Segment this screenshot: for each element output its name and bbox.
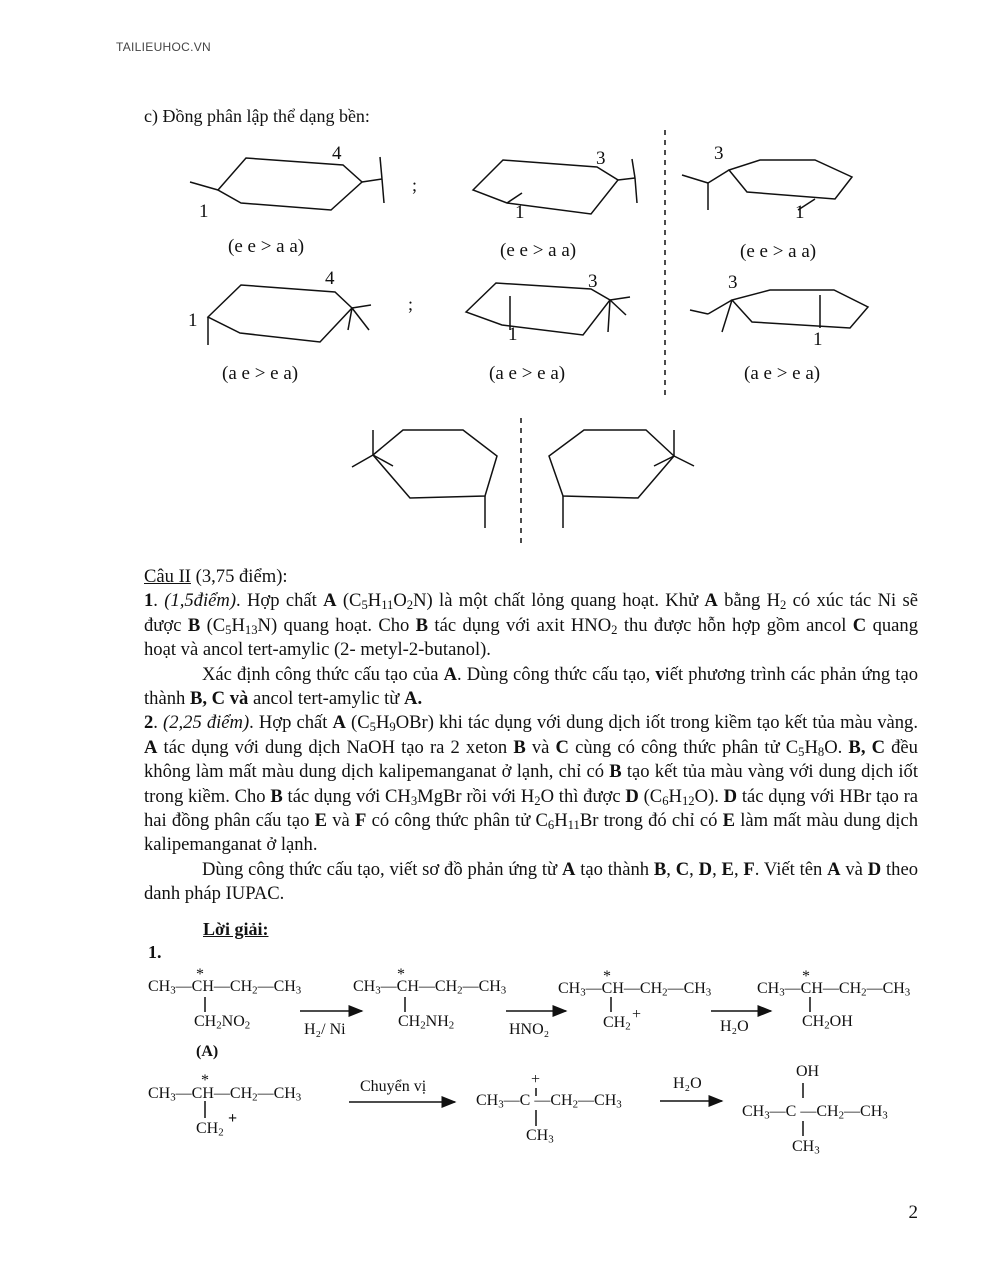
- num-3-r1c3: 3: [714, 143, 724, 164]
- formula-tert-cation-sub: $CH_3$: [526, 1127, 554, 1146]
- formula-A-sub: $CH_2NO_2$: [194, 1013, 251, 1032]
- page-number: 2: [908, 1202, 918, 1223]
- star-cation-2: *: [201, 1072, 209, 1089]
- num-1-r2c3: 1: [813, 329, 823, 350]
- plus-tert-cation: +: [531, 1071, 541, 1088]
- star-B: *: [397, 966, 405, 983]
- label-r2c1: (a e > e a): [222, 363, 299, 384]
- formula-B-sub: $CH_2NH_2$: [398, 1013, 455, 1032]
- label-A: (A): [196, 1043, 219, 1060]
- label-r2c2: (a e > e a): [489, 363, 566, 384]
- plus-cation-2: +: [228, 1110, 238, 1127]
- num-1-r1c3: 1: [795, 202, 805, 223]
- num-1-r2c2: 1: [508, 324, 518, 345]
- label-r1c1: (e e > a a): [228, 236, 305, 257]
- star-A: *: [196, 966, 204, 983]
- question-part1: 1. (1,5điểm). Hợp chất A $(C_5H_{11}O_2N)$ là một chất lỏng quang hoạt. Khử A bằng $H_2$ có xúc tác Ni sẽ được B $(C_5H_{13}N)$ quang hoạt. Cho B tác dụng với axit $HNO_2$ thu được hỗn hợp gồm ancol C quang hoạt và ancol tert-amylic (2- metyl-2-butanol).: [144, 590, 919, 661]
- label-r2c3: (a e > e a): [744, 363, 821, 384]
- formula-cation-2: $CH_3—CH—CH_2—CH_3$: [148, 1085, 302, 1104]
- star-C: *: [802, 968, 810, 985]
- formula-oh: OH: [796, 1063, 820, 1080]
- reagent-rearrangement: Chuyển vị: [360, 1078, 427, 1095]
- formula-A: $CH_3—CH—CH_2—CH_3$: [148, 978, 302, 997]
- solution-part-1: 1.: [148, 942, 162, 962]
- formula-cation-sub: $CH_2$: [603, 1014, 631, 1033]
- separator-semicolon-r1: ;: [412, 175, 418, 195]
- solution-heading: Lời giải:: [203, 919, 269, 939]
- plus-cation: +: [632, 1006, 642, 1023]
- formula-cation-2-sub: $CH_2$: [196, 1120, 224, 1139]
- formula-tert-amyl-sub: $CH_3$: [792, 1138, 820, 1157]
- reagent-h2o-2: H₂O: [673, 1075, 702, 1092]
- formula-B: $CH_3—CH—CH_2—CH_3$: [353, 978, 507, 997]
- num-4-r2c1: 4: [325, 268, 335, 289]
- num-1-r1c2: 1: [515, 202, 525, 223]
- formula-tert-cation: $CH_3—C$ $—CH_2—CH_3$: [476, 1092, 622, 1111]
- num-1-r1c1: 1: [199, 201, 209, 222]
- label-r1c2: (e e > a a): [500, 240, 577, 261]
- question-part2: 2. (2,25 điểm). Hợp chất A $(C_5H_9OBr)$ khi tác dụng với dung dịch iốt trong kiềm tạo kết tủa màu vàng. A tác dụng với dung dịch NaOH tạo ra 2 xeton B và C cùng có công thức phân tử $C_5H_8O$. B, C đều không làm mất màu dung dịch kalipemanganat ở lạnh, chỉ có B tạo kết tủa màu vàng với dung dịch iốt trong kiềm. Cho B tác dụng với $CH_3MgBr$ rồi với $H_2O$ thì được D $(C_6H_{12}O)$. D tác dụng với HBr tạo ra hai đồng phân cấu tạo E và F có công thức phân tử $C_6H_{11}Br$ trong đó chỉ có E làm mất màu dung dịch kalipemanganat ở lạnh.: [144, 712, 919, 856]
- formula-C-sub: $CH_2OH$: [802, 1013, 853, 1032]
- num-4-r1c1: 4: [332, 143, 342, 164]
- question-part2-task: Dùng công thức cấu tạo, viết sơ đồ phản ứng từ A tạo thành B, C, D, E, F. Viết tên A và D theo danh pháp IUPAC.: [144, 858, 919, 905]
- section-c-title: c) Đồng phân lập thể dạng bền:: [144, 106, 370, 126]
- formula-carbocation: $CH_3—CH—CH_2—CH_3$: [558, 980, 712, 999]
- site-watermark: TAILIEUHOC.VN: [116, 40, 212, 54]
- star-cation: *: [603, 968, 611, 985]
- question-part1-task: Xác định công thức cấu tạo của A. Dùng công thức cấu tạo, viết phương trình các phản ứng tạo thành B, C và ancol tert-amylic từ A.: [144, 663, 918, 710]
- num-3-r1c2: 3: [596, 148, 606, 169]
- question-heading: Câu II (3,75 điểm):: [144, 566, 288, 587]
- label-r1c3: (e e > a a): [740, 241, 817, 262]
- formula-tert-amyl-alcohol: $CH_3—C$ $—CH_2—CH_3$: [742, 1103, 888, 1122]
- separator-semicolon-r2: ;: [408, 294, 414, 314]
- num-3-r2c2: 3: [588, 271, 598, 292]
- num-3-r2c3: 3: [728, 272, 738, 293]
- reagent-h2o-1: H₂O: [720, 1018, 749, 1035]
- num-1-r2c1: 1: [188, 310, 198, 331]
- reagent-hno2: HNO₂: [509, 1021, 550, 1038]
- reagent-h2-ni: H₂/ Ni: [304, 1021, 346, 1038]
- formula-C: $CH_3—CH—CH_2—CH_3$: [757, 980, 911, 999]
